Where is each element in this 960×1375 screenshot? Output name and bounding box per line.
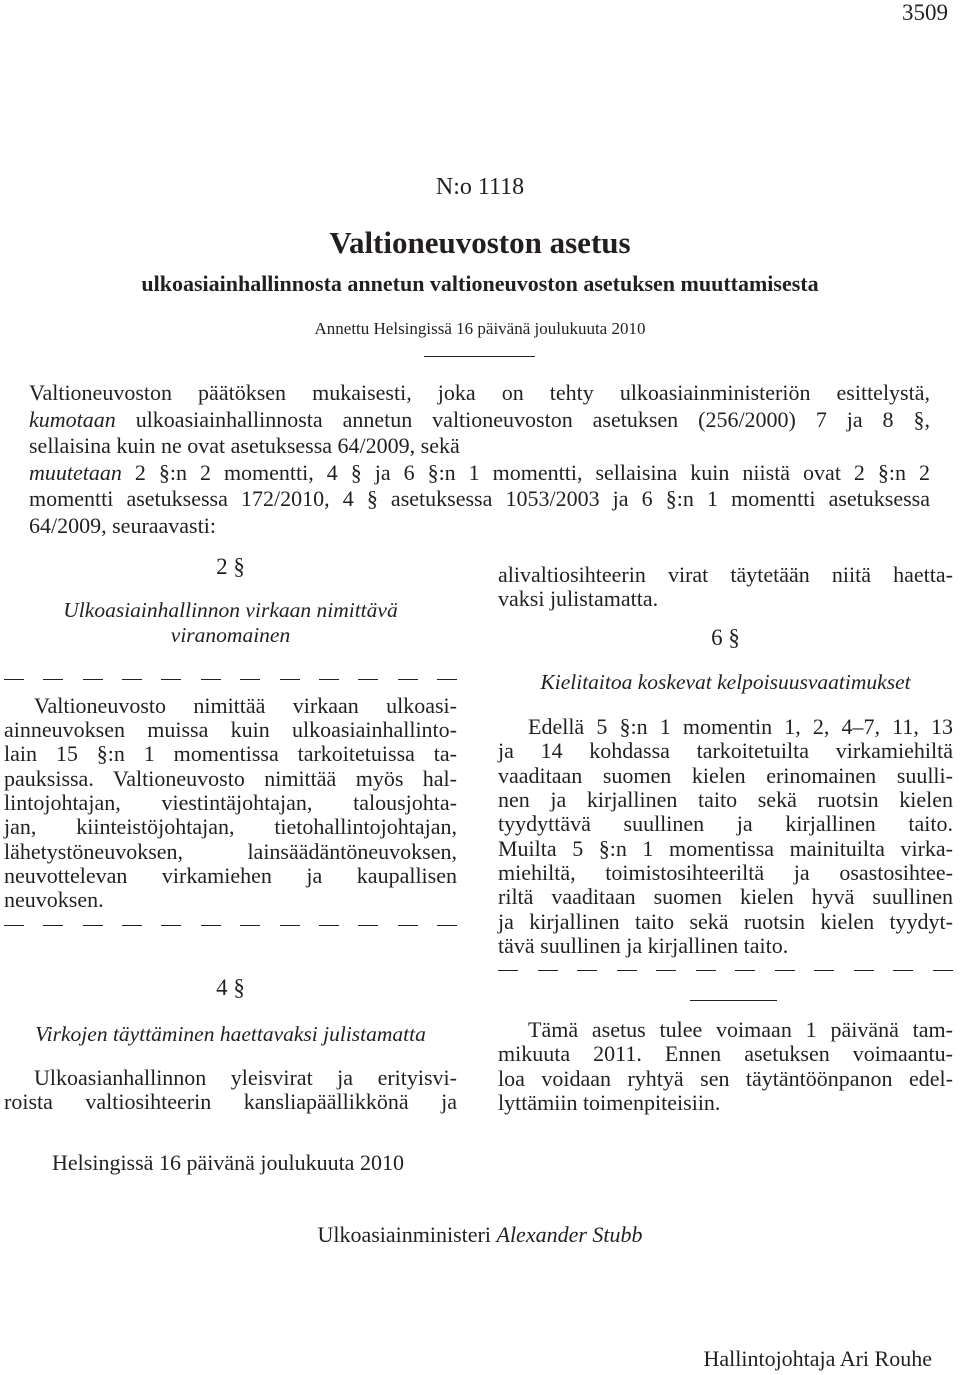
omission-dashes bbox=[498, 970, 953, 971]
omission-dashes bbox=[4, 925, 457, 926]
text-line: lintojohtajan, viestintäjohtajan, talousjohta- bbox=[4, 790, 457, 816]
text-line: Tämä asetus tulee voimaan 1 päivänä tam- bbox=[528, 1017, 953, 1043]
statute-title: Valtioneuvoston asetus bbox=[329, 225, 631, 260]
text-line: vaaditaan suomen kielen erinomainen suulli- bbox=[498, 762, 953, 788]
omission-dashes bbox=[4, 679, 457, 680]
text-line: pauksissa. Valtioneuvosto nimittää myös hal- bbox=[4, 765, 457, 791]
text-line: Edellä 5 §:n 1 momentin 1, 2, 4–7, 11, 13 bbox=[528, 714, 953, 740]
text-line: ainneuvoksen muissa kuin ulkoasiainhallinto- bbox=[4, 717, 457, 743]
text-line: tyydyttävä suullinen ja kirjallinen taito. bbox=[498, 811, 953, 837]
section-divider bbox=[690, 1000, 777, 1001]
text-line: mikuuta 2011. Ennen asetuksen voimaantu- bbox=[498, 1041, 953, 1067]
heading-divider bbox=[424, 356, 535, 357]
section-4-body bbox=[4, 1066, 457, 1115]
text-line: vaksi julistamatta. bbox=[498, 586, 659, 612]
text-line: Muilta 5 §:n 1 momentissa mainituilta virka- bbox=[498, 835, 953, 861]
section-4-continuation bbox=[498, 563, 953, 612]
right-column bbox=[498, 563, 953, 1115]
text-line: nen ja kirjallinen taito sekä ruotsin kielen bbox=[498, 787, 953, 813]
section-6-title: Kielitaitoa koskevat kelpoisuusvaatimukset bbox=[540, 669, 911, 694]
preamble bbox=[29, 380, 930, 539]
keyword-muutetaan: muutetaan bbox=[29, 459, 122, 485]
text-line: neuvoksen. bbox=[4, 887, 104, 913]
minister-title: Ulkoasiainministeri bbox=[317, 1222, 491, 1247]
text-line: Ulkoasianhallinnon yleisvirat ja erityisvi- bbox=[34, 1065, 457, 1091]
section-2-body bbox=[4, 694, 457, 913]
preamble-line: Valtioneuvoston päätöksen mukaisesti, joka on tehty ulkoasiainministeriön esittelystä, bbox=[29, 380, 930, 405]
preamble-line bbox=[29, 407, 930, 434]
left-column bbox=[4, 555, 457, 1115]
preamble-line: momentti asetuksessa 172/2010, 4 § asetuksessa 1053/2003 ja 6 §:n 1 momentti asetuksessa bbox=[29, 486, 930, 511]
section-4-title: Virkojen täyttäminen haettavaksi julistamatta bbox=[35, 1021, 426, 1046]
text-line: roista valtiosihteerin kansliapäällikkönä ja bbox=[4, 1089, 457, 1115]
preamble-line: 64/2009, seuraavasti: bbox=[29, 512, 216, 538]
page-number: 3509 bbox=[902, 0, 948, 25]
section-4-number: 4 § bbox=[216, 974, 245, 1000]
text-line: riltä vaaditaan suomen kielen hyvä suullinen bbox=[498, 884, 953, 910]
preamble-text: ulkoasiainhallinnosta annetun valtioneuvoston asetuksen (256/2000) 7 ja 8 §, bbox=[115, 406, 930, 432]
keyword-kumotaan: kumotaan bbox=[29, 406, 116, 432]
minister-name: Alexander Stubb bbox=[496, 1222, 643, 1247]
text-line: neuvottelevan virkamiehen ja kaupallisen bbox=[4, 862, 457, 888]
statute-subtitle: ulkoasiainhallinnosta annetun valtioneuvoston asetuksen muuttamisesta bbox=[141, 271, 819, 296]
section-6-body bbox=[498, 715, 953, 958]
text-line: lähetystöneuvoksen, lainsäädäntöneuvoksen, bbox=[4, 838, 457, 864]
text-line: ja 14 kohdassa tarkoitetuilta virkamiehiltä bbox=[498, 738, 953, 764]
text-line: lyttämiin toimenpiteisiin. bbox=[498, 1090, 721, 1116]
entry-into-force bbox=[498, 1018, 953, 1115]
text-line: jan, kiinteistöjohtajan, tietohallintojohtajan, bbox=[4, 814, 457, 840]
text-line: miehiltä, toimistosihteeriltä ja osastosihtee- bbox=[498, 859, 953, 885]
preamble-line: sellaisina kuin ne ovat asetuksessa 64/2009, sekä bbox=[29, 433, 460, 458]
statute-number: N:o 1118 bbox=[435, 174, 525, 200]
section-6-number: 6 § bbox=[711, 624, 740, 650]
text-line: lain 15 §:n 1 momentissa tarkoitetuissa ta- bbox=[4, 741, 457, 767]
preamble-text: 2 §:n 2 momentti, 4 § ja 6 §:n 1 momentti, sellaisina kuin niistä ovat 2 §:n 2 bbox=[121, 459, 930, 485]
text-line: ja kirjallinen taito sekä ruotsin kielen tyydyt- bbox=[498, 908, 953, 934]
official-signature: Hallintojohtaja Ari Rouhe bbox=[703, 1346, 932, 1371]
given-date: Annettu Helsingissä 16 päivänä joulukuuta 2010 bbox=[314, 319, 646, 338]
place-date: Helsingissä 16 päivänä joulukuuta 2010 bbox=[52, 1150, 404, 1175]
section-2-title-cont: viranomainen bbox=[170, 622, 291, 647]
text-line: Valtioneuvosto nimittää virkaan ulkoasi- bbox=[34, 692, 457, 718]
section-2-number: 2 § bbox=[216, 554, 245, 579]
minister-signature bbox=[0, 1222, 960, 1248]
text-line: loa voidaan ryhtyä sen täytäntöönpanon edel- bbox=[498, 1065, 953, 1091]
section-2-title: Ulkoasiainhallinnon virkaan nimittävä bbox=[63, 598, 398, 623]
text-line: tävä suullinen ja kirjallinen taito. bbox=[498, 932, 789, 958]
preamble-line bbox=[29, 460, 930, 487]
text-line: alivaltiosihteerin virat täytetään niitä haetta- bbox=[498, 562, 953, 587]
